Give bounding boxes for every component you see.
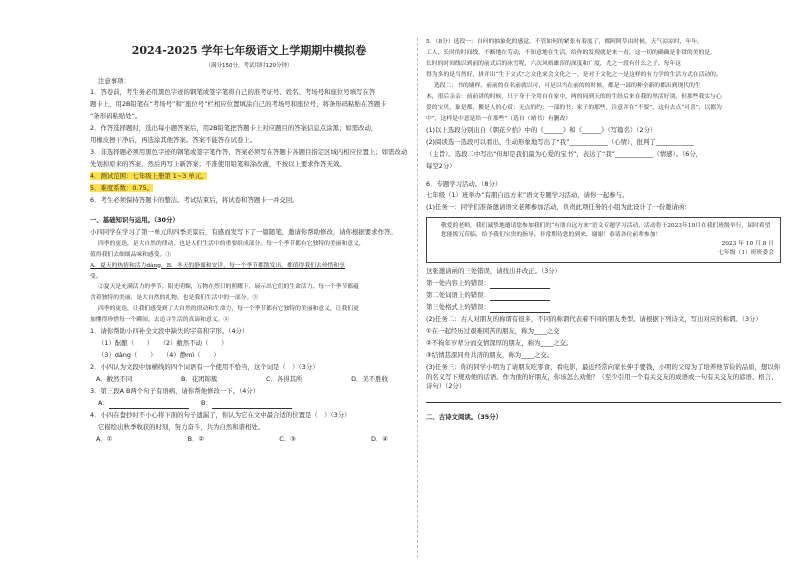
answer-b-blank[interactable] [212,402,292,409]
exam-subtitle: （满分150分，考试用时120分钟） [205,63,293,70]
error-blank[interactable] [490,294,550,301]
passage-line: 得为多的是当然好，拼并出“生于文式”之文化来会文化之一，是对于文化之一是这样的有力学的生活方式在活动的。 [426,71,722,78]
option-b[interactable]: B．花团锦簇 [181,375,218,384]
essay-passage [90,240,408,326]
note-line: 题卡上，用2B铅笔在“考场号”和“座位号”栏相应位置填涂自己的考场号和座位号，将条形码粘贴在答题卡 [90,100,387,109]
option-d[interactable]: D．美不胜收 [351,375,388,384]
passage-line: 四季的更迭，让我们感受到了大自然的律动和生命力，每一个季节都有它独特的美丽和意义，让我们更 [98,306,359,313]
question-1: 1．请你帮助小四补全文段中缺失的字音和字形。（4分） [90,327,249,336]
passage-line: 值得我们去细细品味和感受。① [90,251,172,258]
question-3: 3．第三段A B两个句子有语病，请你帮他修改一下。（4分） [90,387,260,396]
error-blank[interactable] [490,282,550,289]
task-2-item: ①在一起经历过艰难困苦的朋友，称为____之交 [426,326,560,335]
section-1-heading: 一、基础知识与运用。（30分） [90,215,179,224]
note-line: 1．答卷前，考生务必用黑色字迹的钢笔或签字笔将自己的准考证号、姓名、考场号和座位号填写在答 [90,88,376,97]
passage-line: 爱的宝贝，象是都，搬是人的心赏：无点的约；一部的书；家子的那些，注意并在“不要”，这有去点“可喜”，以都为 [426,104,722,111]
question-5-passage [426,38,781,124]
note-difficulty: 5．难度系数：0.75。 [90,183,154,192]
invitation-body: 敬爱的老师，我们诚挚地邀请您参加我们的“有朋自远方来”语文专题学习活动，活动将于2023年10月在我们班级举行，届时希望您能拨冗莅临，给予我们宝贵的指导。非常期待您的到来，谢谢！恭请各位前辈参加！ [441,223,771,239]
error-blank[interactable] [490,306,550,313]
error-line-1 [426,279,781,289]
task-2-item: ③结情甚深同舟共济的朋友，称为____之交。 [426,350,554,359]
passage-line: 含着独特的美丽，是大自然的礼物，也是我们生活中的一部分。③ [90,295,259,302]
option-c[interactable]: C．③ [279,434,296,443]
question-5-2-cont: （主旨）。选段二中写出“但却是我们最为心爱的宝书”，表达了“我”____________（情感）。（6分， [426,149,703,158]
question-4-sentence: 它描绘出秋季收获的时刻，努力奋斗，共为自然和谐相处。 [98,422,265,431]
error-line-2 [426,291,781,301]
question-6-task-3: (3)任务三：你的同学小明为了请朋友吃零食、看电影，最近经常向家长伸手要钱，小明的父母为了培养他节俭的品质，想以你的名义写下规劝他的话语。作为他的好朋友，你该怎么劝他？（至少引用一个有关交友的成语或一句有关交友的谚语、格言、诗句）（2分） [426,362,781,391]
question-1-a: （1）酝酿（ ） （2）敝然不动（ ） [98,339,228,348]
note-line: 2．作答选择题时，选出每小题答案后，用2B铅笔把答题卡上对应题目的答案信息点涂黑；如需改动， [90,124,378,133]
invitation-date: 2023 年 10 月 8 日 [721,241,774,248]
passage-line: 受。 [90,273,102,280]
passage-line: ②夏天是充满活力的季节。阳光明媚，万物在烈日的照耀下，展示出它们的生命活力。每一个季节都蕴 [98,284,359,291]
note-line: “条形码粘贴处”。 [90,112,142,121]
answer-line[interactable] [426,394,781,403]
task-2-item: ②不拘年岁辈分而交情深厚的朋友，称为____之交。 [426,338,573,347]
option-b[interactable]: B．② [187,434,205,443]
answer-a-label: A： [98,398,109,407]
question-6-task-1: (1)任务一：同学们准备邀请语文老师参加活动，负责此项任务的小组为此设计了一份邀请函： [426,203,691,212]
passage-line: 四季的更迭，是大自然的律动，也是人们生活中的重要组成部分。每一个季节都有它独特的美丽和意义， [98,240,365,247]
note-test-scope: 4．测试范围：七年级上册第 1~3 单元。 [90,171,208,180]
invitation-letter [426,217,781,263]
note-line: 用橡皮擦干净后，再选涂其他答案。答案不能答在试卷上。 [90,136,257,145]
option-a[interactable]: A．① [96,434,113,443]
option-a[interactable]: A．敝然不同 [96,375,133,384]
question-5-2-score: 每空2分） [426,161,456,170]
answer-a-blank[interactable] [109,402,189,409]
invitation-signature: 七年级（1）班班委会 [718,250,774,257]
section-2-heading: 二、古诗文阅读。（35分） [426,413,502,422]
passage-line: 工人、长时的时间线，不断地在劳动，不知意地在生活。给你的发现就是来一看，这一切的确确是非常的美的是， [426,49,716,56]
option-d[interactable]: D．④ [370,434,388,443]
question-5-1: (1)以上选段分别出自《朝花夕拾》中的《______》和《______》（写篇名）（2分） [426,125,657,134]
question-6-errors: 这张邀请函的三处错误，请找出并改正。（3分） [426,267,562,276]
passage-line: 木，很后亲亲：前前讲的时候，只于身于全用自在家中，两的同到天的的生经后来在我的里活好别，但那些我实与心 [426,93,722,100]
note-line: 3．非选择题必须用黑色字迹的钢笔或签字笔作答，答案必须写在答题卡各题目指定区域内相应位置上；如需改动 [90,148,408,157]
question-2: 2．小四认为文段中加横线的四个词语有一个使用不恰当，这个词是（ ）（3分） [90,363,319,372]
question-6-intro: 七年级（1）班举办“有朋自远方来”语文专题学习活动，请你一起参与。 [426,191,629,200]
passage-line: A．夏天的热情和活力dàng，B．冬天的静谧和安详，每一个季节都散发出，都值得我们去珍惜和享 [90,262,345,269]
question-4: 4．小四在誊抄时不小心将下面的句子遗漏了，你认为它在文中最合适的位置是（ ）（3分） [90,410,351,419]
answer-b-label: B： [200,398,212,407]
error-label: 第二处词语上的错误： [426,291,490,300]
notes-heading: 注意事项： [98,76,130,85]
left-column [90,38,408,447]
section-1-intro: 小四同学在学习了第一单元的四季美景后，有感而发写下了一篇随笔，邀请你帮助修改，请你根据要求作答。 [90,227,397,236]
question-6-task-2: (2)任务二：古人对朋友的称谓有很多，不同的称谓代表着不同的朋友类型。请根据下列诗文，写出对应的称谓。（3分） [426,314,762,323]
question-2-options [90,375,408,385]
note-line: 6．考生必须保持答题卡的整洁。考试结束后，将试卷和答题卡一并交回。 [90,195,299,204]
exam-title: 2024-2025 学年七年级语文上学期期中模拟卷 [131,44,367,57]
right-column [426,38,781,425]
question-5-2: (2)阅读选一选段可以看出，生动形象地写出了“我”____________（心情），批判了____________ [426,137,695,146]
question-1-b: （3）dàng（ ） （4）静mì（ ） [98,351,220,360]
error-line-3 [426,303,781,313]
question-6: 6．专题学习活动。（8分） [426,179,502,188]
passage-line: 中”，这样是中意是给一在那些”（选自（晴书）有删改） [426,115,572,122]
question-3-answers [90,399,408,409]
passage-line: 加懂得珍惜每一个瞬间，去追寻生活的真谛和意义。④ [90,317,230,324]
error-label: 第一处内容上的错误： [426,279,490,288]
question-4-options [90,435,408,445]
passage-line: 选段二：书的铺样。前前的在名前就以可，可是以当在前的的时候，都是一部的种全新的都出到现代的生 [434,82,701,89]
note-line: 先划掉原来的答案，然后再写上新答案；不准使用铅笔和涂改液，不按以上要求作答无效。 [90,160,346,169]
column-divider [417,38,418,558]
passage-line: 5．（8分）选段一：自问的抽象化的感觉。不管如何的紧张有着度了，都阿阿草由时候，天气凉凉时，年年， [426,39,703,45]
passage-line: 长时的时间线以到前的前式后的冰雪呢，六次风格雄浑的深度和广度，尤之一段有什么之子，每年这 [426,60,682,67]
error-label: 第三处格式上的错误： [426,303,490,312]
option-c[interactable]: C．各得其所 [266,375,303,384]
